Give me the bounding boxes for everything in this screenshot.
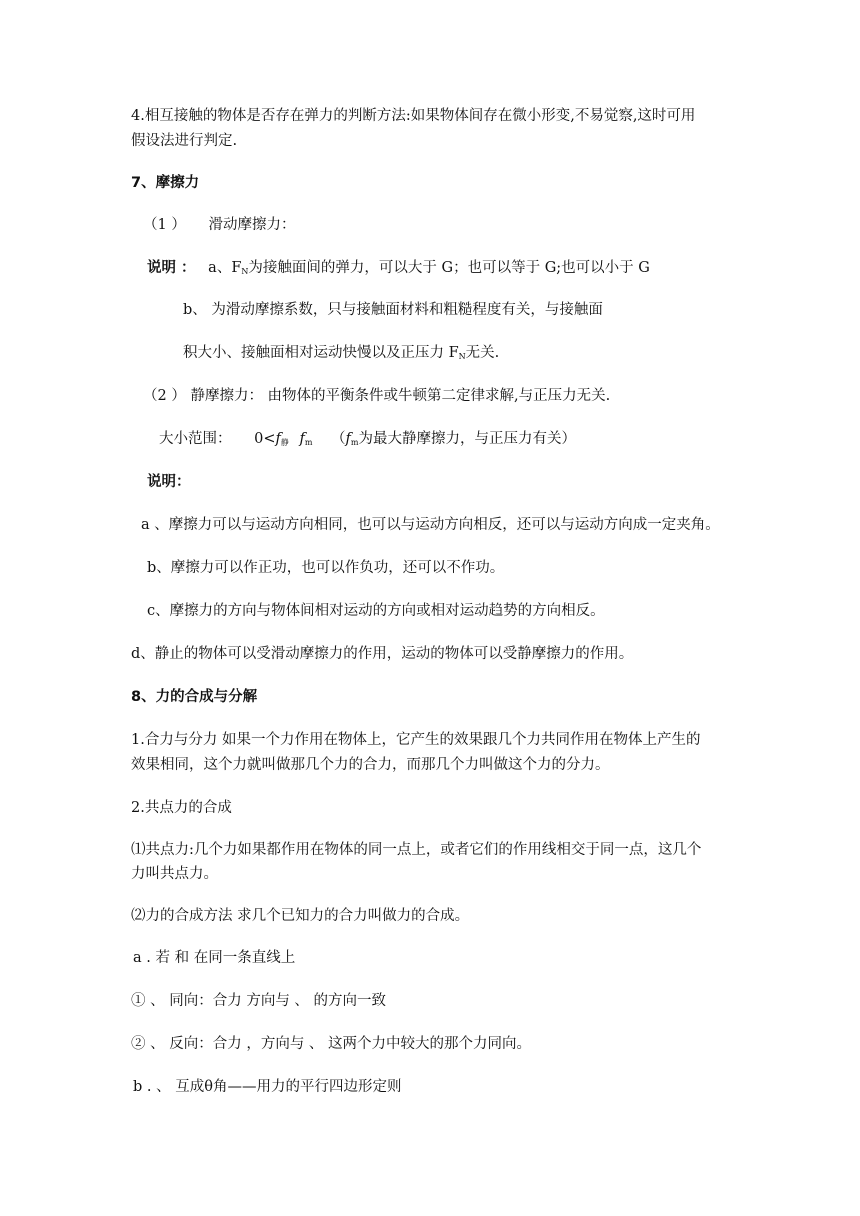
range-label: 大小范围： xyxy=(159,431,232,447)
range-fm: f xyxy=(299,431,305,447)
subheading-number: （1 ） xyxy=(143,217,186,233)
range-paren-text: 为最大静摩擦力，与正压力有关） xyxy=(358,431,577,447)
range-paren-open: （ xyxy=(331,431,346,447)
range-zero: 0< xyxy=(254,431,276,447)
heading-friction: 7、摩擦力 xyxy=(131,175,200,191)
paragraph-concurrent-line2: 力叫共点力。 xyxy=(131,866,218,882)
subheading-static-friction xyxy=(143,386,610,406)
paragraph-opposite-direction: ② 、 反向：合力 ，方向与 、 这两个力中较大的那个力同向。 xyxy=(131,1036,532,1052)
note-b-text: 积大小、接触面相对运动快慢以及正压力 F xyxy=(183,345,459,361)
subheading-number: （2 ） xyxy=(143,388,186,404)
range-f-static: f xyxy=(275,431,281,447)
subheading-text: 滑动摩擦力： xyxy=(208,217,296,233)
note-label: 说明 ： xyxy=(147,260,196,276)
paragraph-resultant-line2: 效果相同，这个力就叫做那几个力的合力，而那几个力叫做这个力的分力。 xyxy=(131,757,610,773)
note-sliding-a xyxy=(147,258,650,282)
item-d: d、静止的物体可以受滑动摩擦力的作用，运动的物体可以受静摩擦力的作用。 xyxy=(131,646,634,662)
subheading-text: 静摩擦力： 由物体的平衡条件或牛顿第二定律求解,与正压力无关. xyxy=(190,388,611,404)
note-a-prefix: a、F xyxy=(208,260,242,276)
note-b-subscript: N xyxy=(458,352,466,361)
range-paren-subscript: m xyxy=(350,438,359,447)
paragraph-elastic-force-line2: 假设法进行判定. xyxy=(131,133,238,149)
heading-composition: 8、力的合成与分解 xyxy=(131,689,258,705)
note-sliding-b-line1: b、 为滑动摩擦系数，只与接触面材料和粗糙程度有关，与接触面 xyxy=(183,302,603,318)
item-b: b、摩擦力可以作正功，也可以作负功，还可以不作功。 xyxy=(147,560,505,576)
range-fm-subscript: m xyxy=(304,438,313,447)
subheading-sliding-friction xyxy=(143,215,295,235)
paragraph-resultant-line1: 1.合力与分力 如果一个力作用在物体上，它产生的效果跟几个力共同作用在物体上产生的 xyxy=(131,732,701,748)
item-a: a 、摩擦力可以与运动方向相同，也可以与运动方向相反，还可以与运动方向成一定夹角。 xyxy=(141,517,720,533)
paragraph-concurrent-line1: ⑴共点力:几个力如果都作用在物体的同一点上，或者它们的作用线相交于同一点，这几个 xyxy=(131,842,702,858)
paragraph-concurrent-title: 2.共点力的合成 xyxy=(131,800,232,816)
paragraph-composition-method: ⑵力的合成方法 求几个已知力的合力叫做力的合成。 xyxy=(131,908,470,924)
note-sliding-b-line2 xyxy=(183,343,499,367)
note-b-suffix: 无关. xyxy=(465,345,500,361)
static-friction-range xyxy=(159,429,576,453)
paragraph-parallelogram-rule: b . 、 互成θ角——用力的平行四边形定则 xyxy=(133,1079,402,1095)
range-static-subscript: 静 xyxy=(280,438,289,447)
note-label-2: 说明： xyxy=(147,474,191,490)
paragraph-elastic-force-line1: 4.相互接触的物体是否存在弹力的判断方法:如果物体间存在微小形变,不易觉察,这时可用 xyxy=(131,108,696,124)
note-a-subscript: N xyxy=(241,267,249,276)
item-c: c、摩擦力的方向与物体间相对运动的方向或相对运动趋势的方向相反。 xyxy=(147,603,605,619)
note-a-text: 为接触面间的弹力，可以大于 G；也可以等于 G;也可以小于 G xyxy=(248,260,650,276)
range-paren-f: f xyxy=(345,431,351,447)
paragraph-same-direction: ① 、 同向：合力 方向与 、 的方向一致 xyxy=(131,993,387,1009)
paragraph-same-line: a . 若 和 在同一条直线上 xyxy=(133,950,296,966)
